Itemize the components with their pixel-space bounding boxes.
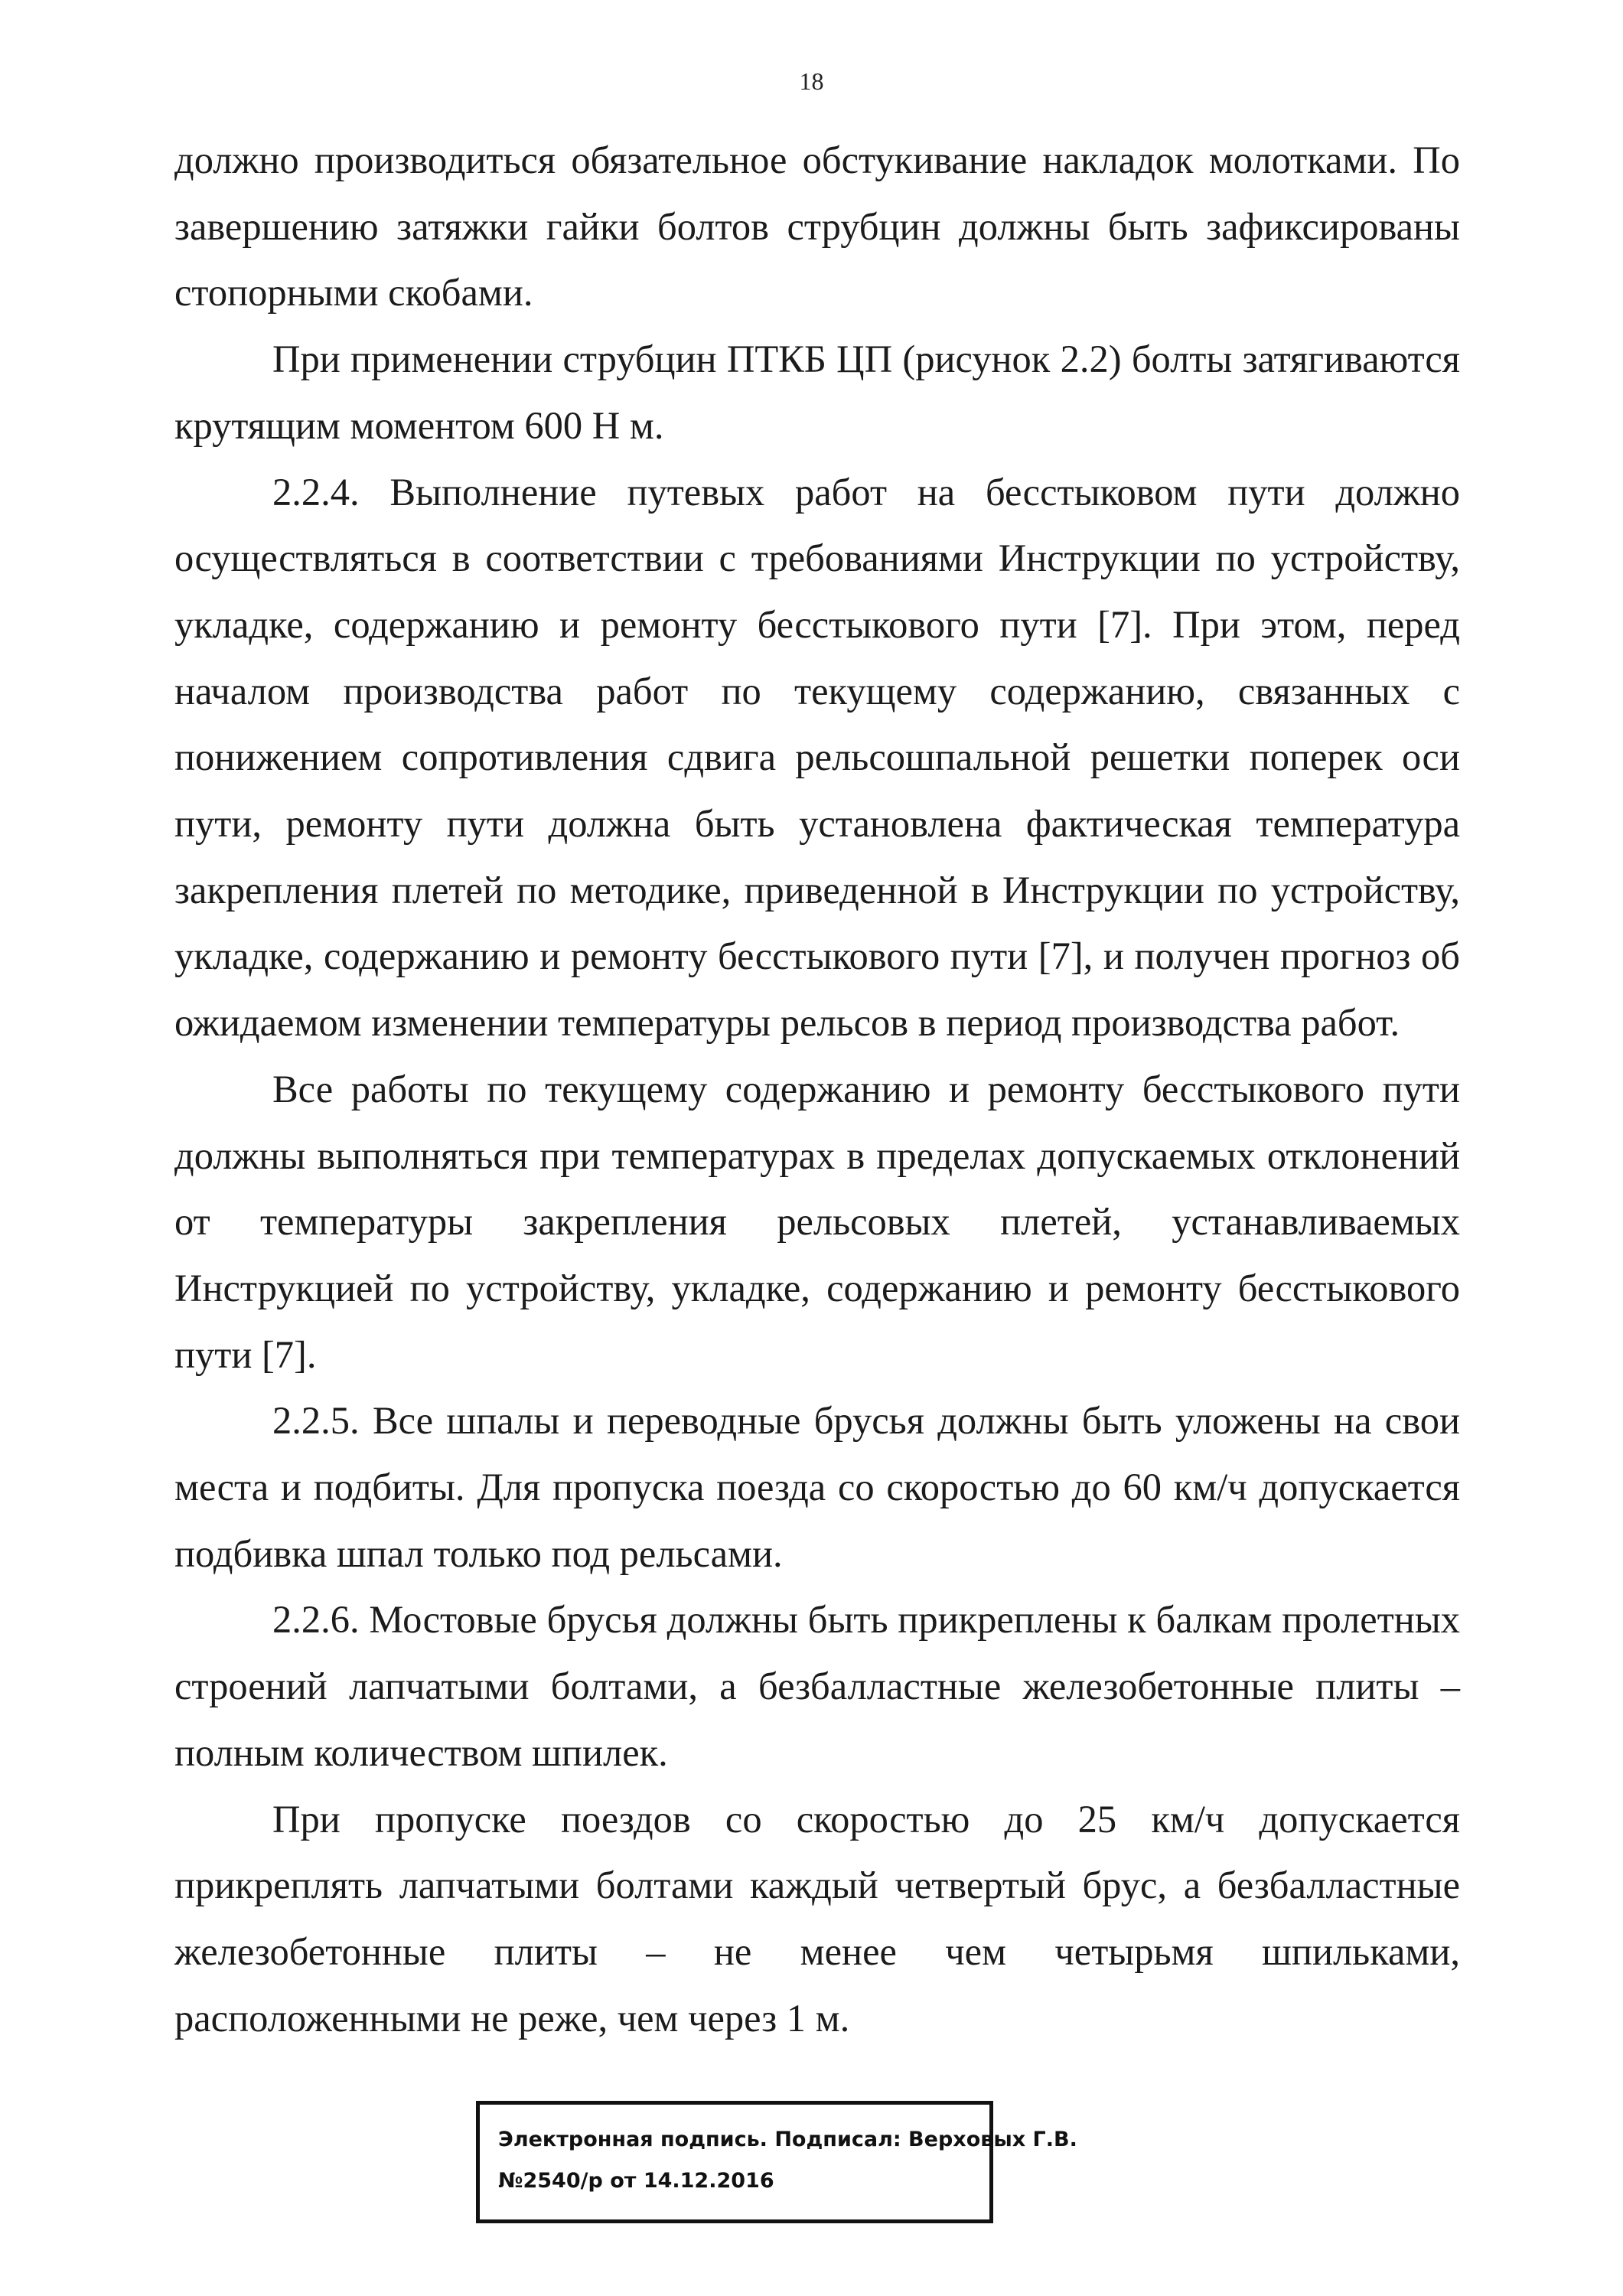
paragraph-temperature-limits: Все работы по текущему содержанию и ремонту бесстыкового пути должны выполняться при температурах в пределах допускаемых отклонений от температуры закрепления рельсовых плетей, устанавливаемых Инструкцией по устройству, укладке, содержанию и ремонту бесстыкового пути [7]. — [174, 1067, 1460, 1376]
page-number: 18 — [799, 67, 824, 95]
document-body — [174, 127, 1460, 2051]
paragraph-continuation: должно производиться обязательное обстукивание накладок молотками. По завершению затяжки гайки болтов струбцин должны быть зафиксированы стопорными скобами. — [174, 139, 1460, 315]
electronic-signature-stamp — [476, 2101, 1077, 2223]
paragraph-2-2-5: 2.2.5. Все шпалы и переводные брусья должны быть уложены на свои места и подбиты. Для пропуска поезда со скоростью до 60 км/ч допускается подбивка шпал только под рельсами. — [174, 1399, 1460, 1575]
paragraph-2-2-6: 2.2.6. Мостовые брусья должны быть прикреплены к балкам пролетных строений лапчатыми болтами, а безбалластные железобетонные плиты – полным количеством шпилек. — [174, 1598, 1460, 1774]
signature-signer: Электронная подпись. Подписал: Верховых Г.В. — [498, 2128, 1077, 2151]
paragraph-2-2-4: 2.2.4. Выполнение путевых работ на бесстыковом пути должно осуществляться в соответствии с требованиями Инструкции по устройству, укладке, содержанию и ремонту бесстыкового пути [7]. При этом, перед началом производства работ по текущему содержанию, связанных с понижением сопротивления сдвига рельсошпальной решетки поперек оси пути, ремонту пути должна быть установлена фактическая температура закрепления плетей по методике, приведенной в Инструкции по устройству, укладке, содержанию и ремонту бесстыкового пути [7], и получен прогноз об ожидаемом изменении температуры рельсов в период производства работ. — [174, 470, 1460, 1045]
paragraph-25-kmh: При пропуске поездов со скоростью до 25 км/ч допускается прикреплять лапчатыми болтами каждый четвертый брус, а безбалластные железобетонные плиты – не менее чем четырьмя шпильками, расположенными не реже, чем через 1 м. — [174, 1797, 1460, 2040]
signature-order-number: №2540/р от 14.12.2016 — [498, 2169, 774, 2193]
paragraph-clamp-torque: При применении струбцин ПТКБ ЦП (рисунок 2.2) болты затягиваются крутящим моментом 600 Н м. — [174, 338, 1460, 447]
